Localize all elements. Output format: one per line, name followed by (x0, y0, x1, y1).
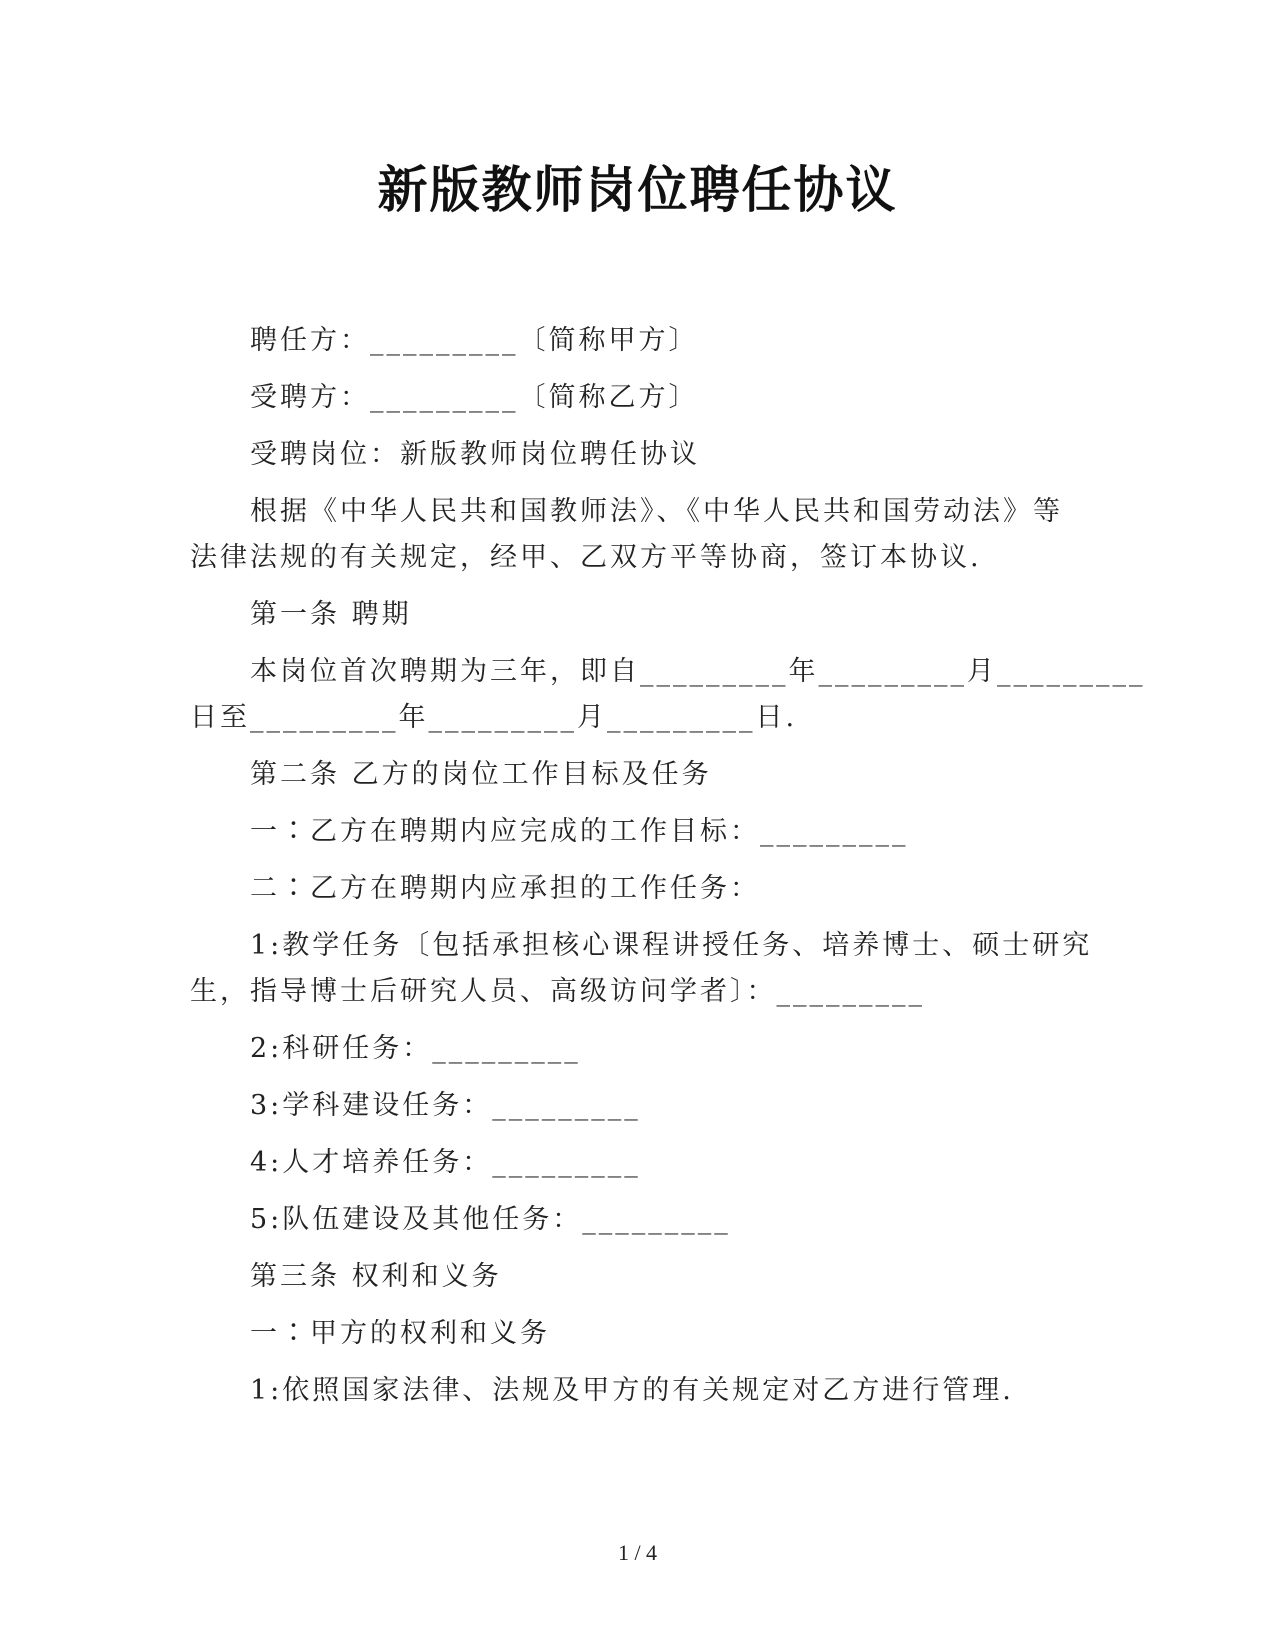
page-number: 1 / 4 (617, 1540, 658, 1565)
discipline-task-line: 3:学科建设任务：_________ (250, 1090, 641, 1121)
team-task-line: 5:队伍建设及其他任务：_________ (250, 1204, 731, 1235)
article-2-heading: 第二条 乙方的岗位工作目标及任务 (250, 759, 712, 790)
teaching-task-line-1: 1:教学任务〔包括承担核心课程讲授任务、培养博士、硕士研究 (250, 930, 1093, 961)
work-goal-line: 一∶乙方在聘期内应完成的工作目标：_________ (250, 816, 909, 847)
teaching-task-line-2: 生，指导博士后研究人员、高级访问学者〕：_________ (190, 976, 925, 1007)
talent-task-line: 4:人才培养任务：_________ (250, 1147, 641, 1178)
position-line: 受聘岗位：新版教师岗位聘任协议 (250, 439, 700, 470)
party-a-rights-heading: 一∶甲方的权利和义务 (250, 1318, 550, 1349)
work-tasks-line: 二∶乙方在聘期内应承担的工作任务： (250, 873, 760, 904)
preamble-line-1: 根据《中华人民共和国教师法》、《中华人民共和国劳动法》等 (250, 496, 1063, 527)
term-line-1: 本岗位首次聘期为三年，即自_________年_________月_________ (250, 656, 1146, 687)
employee-line: 受聘方：_________〔简称乙方〕 (250, 382, 699, 413)
term-line-2: 日至_________年_________月_________日. (190, 702, 798, 733)
research-task-line: 2:科研任务：_________ (250, 1033, 581, 1064)
article-1-heading: 第一条 聘期 (250, 599, 412, 630)
preamble-line-2: 法律法规的有关规定，经甲、乙双方平等协商，签订本协议. (190, 542, 982, 573)
article-3-heading: 第三条 权利和义务 (250, 1261, 502, 1292)
document-title: 新版教师岗位聘任协议 (377, 160, 898, 219)
employer-line: 聘任方：_________〔简称甲方〕 (250, 325, 699, 356)
party-a-rights-item-1: 1:依照国家法律、法规及甲方的有关规定对乙方进行管理. (250, 1375, 1014, 1406)
